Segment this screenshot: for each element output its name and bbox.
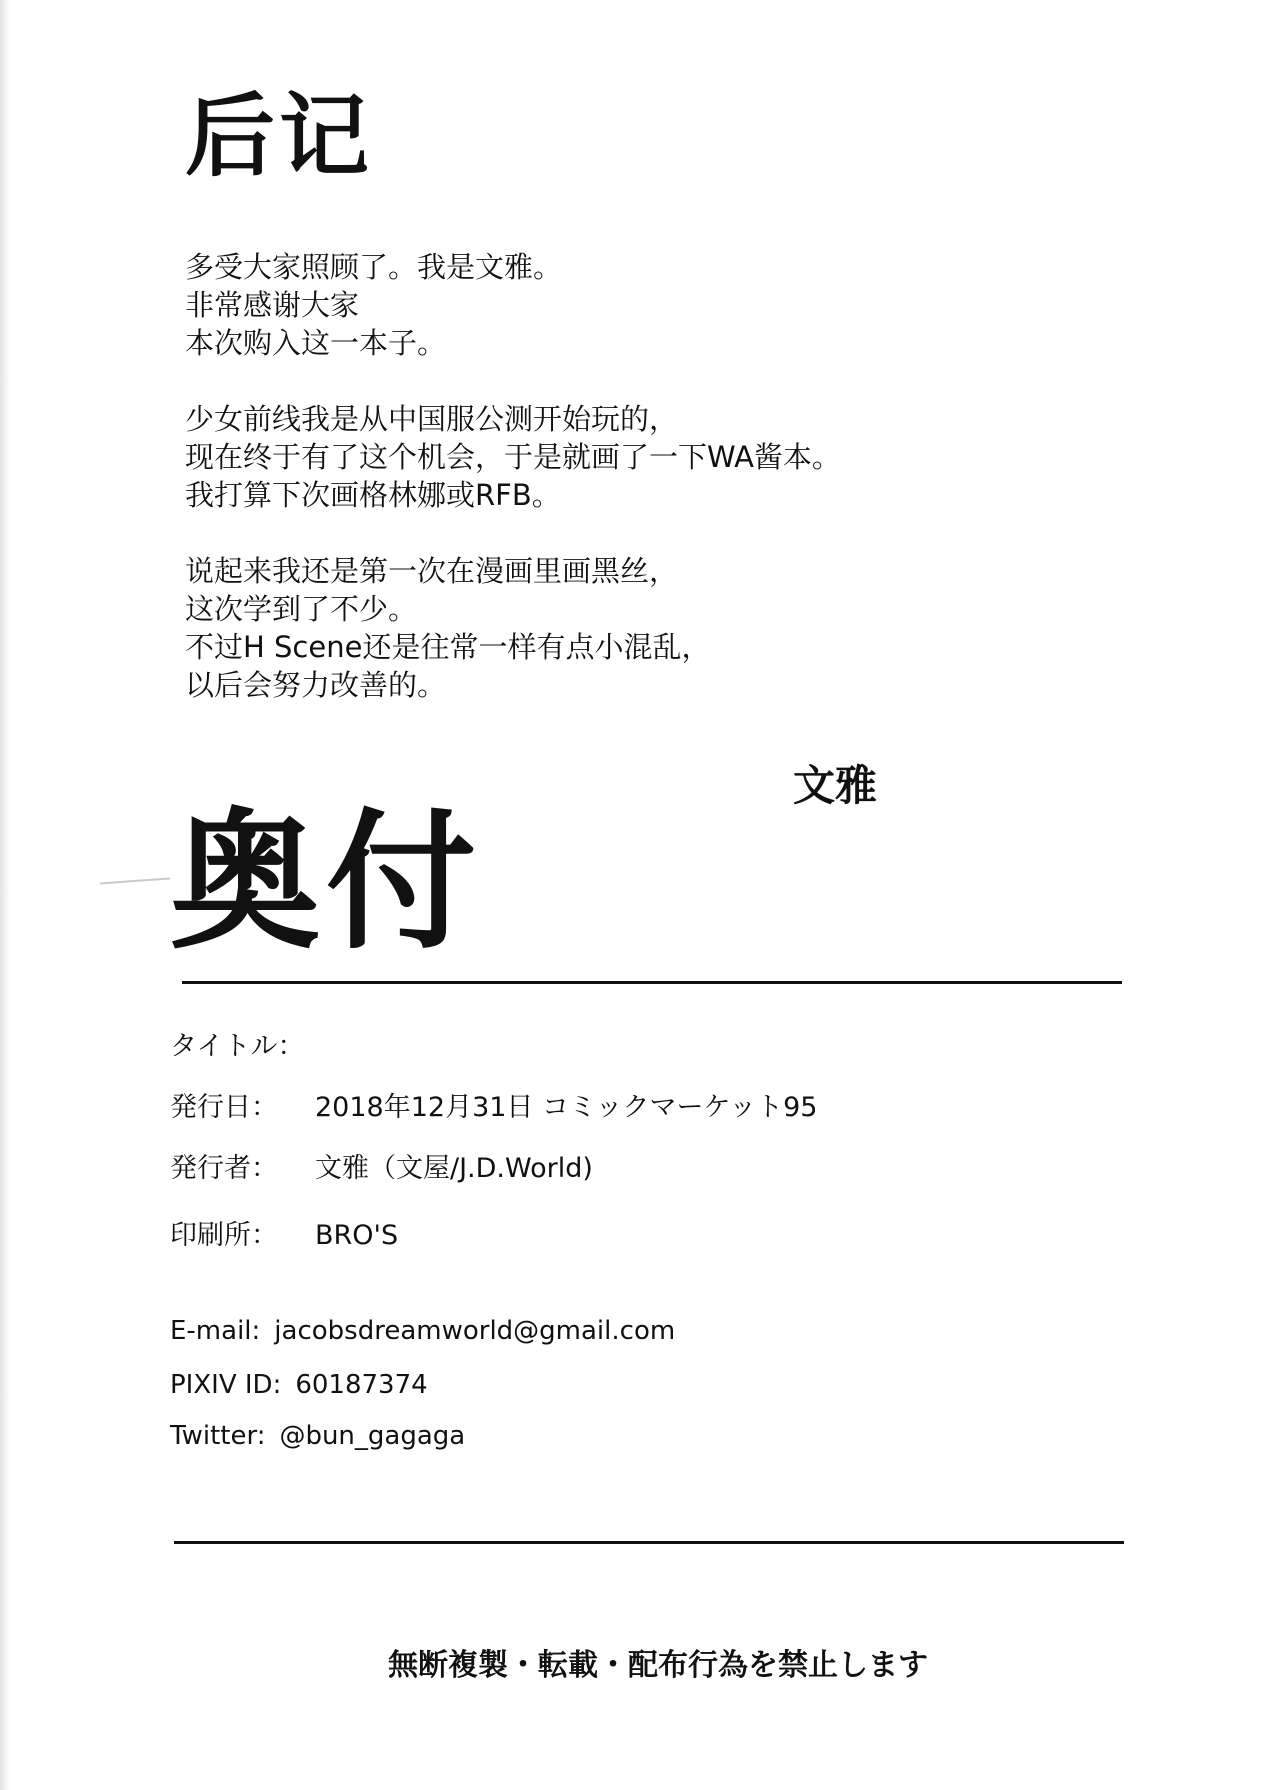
publication-value: 文雅（文屋/J.D.World) bbox=[315, 1153, 593, 1184]
contact-separator: : bbox=[272, 1370, 282, 1400]
afterword-paragraph bbox=[185, 400, 841, 514]
contact-row-email bbox=[170, 1318, 675, 1344]
colophon-bottom-rule bbox=[174, 1541, 1124, 1544]
contact-label: Twitter bbox=[170, 1421, 257, 1451]
afterword-line: 我打算下次画格林娜或RFB。 bbox=[185, 478, 561, 512]
publication-row-publisher bbox=[170, 1155, 593, 1182]
publication-row-printer bbox=[170, 1222, 398, 1249]
scan-stray-mark bbox=[100, 878, 170, 885]
contact-value: @bun_gagaga bbox=[279, 1421, 466, 1451]
colophon-title: 奥付 bbox=[170, 796, 483, 970]
contact-value: 60187374 bbox=[295, 1370, 428, 1400]
contact-label: E-mail bbox=[170, 1316, 252, 1346]
copyright-notice: 無断複製・転載・配布行為を禁止します bbox=[388, 1648, 928, 1683]
publication-label: 発行者： bbox=[170, 1153, 278, 1184]
afterword-line: 不过H Scene还是往常一样有点小混乱， bbox=[185, 630, 711, 664]
publication-row-date bbox=[170, 1094, 817, 1121]
afterword-paragraph bbox=[185, 248, 841, 362]
publication-value: 2018年12月31日 コミックマーケット95 bbox=[315, 1092, 818, 1123]
colophon-top-rule bbox=[182, 981, 1122, 984]
publication-value: BRO'S bbox=[315, 1220, 399, 1251]
afterword-body bbox=[185, 248, 841, 742]
afterword-title: 后记 bbox=[185, 84, 373, 189]
contact-separator: : bbox=[256, 1421, 266, 1451]
publication-label: タイトル： bbox=[170, 1031, 305, 1062]
contact-label: PIXIV ID bbox=[170, 1370, 273, 1400]
contact-value: jacobsdreamworld@gmail.com bbox=[274, 1316, 676, 1346]
afterword-line: 以后会努力改善的。 bbox=[185, 668, 447, 702]
contact-row-twitter bbox=[170, 1423, 465, 1449]
publication-row-title bbox=[170, 1033, 315, 1060]
afterword-line: 多受大家照顾了。我是文雅。 bbox=[185, 250, 563, 284]
afterword-line: 本次购入这一本子。 bbox=[185, 326, 447, 360]
publication-label: 発行日： bbox=[170, 1092, 278, 1123]
afterword-line: 这次学到了不少。 bbox=[185, 592, 418, 626]
afterword-line: 非常感谢大家 bbox=[185, 288, 360, 322]
afterword-line: 现在终于有了这个机会，于是就画了一下WA酱本。 bbox=[185, 440, 841, 474]
contact-separator: : bbox=[251, 1316, 261, 1346]
scan-page-edge bbox=[0, 0, 10, 1790]
afterword-line: 少女前线我是从中国服公测开始玩的， bbox=[185, 402, 679, 436]
afterword-line: 说起来我还是第一次在漫画里画黑丝， bbox=[185, 554, 679, 588]
publication-label: 印刷所： bbox=[170, 1220, 278, 1251]
contact-row-pixiv bbox=[170, 1372, 428, 1398]
afterword-paragraph bbox=[185, 552, 841, 704]
author-signature: 文雅 bbox=[793, 761, 878, 810]
